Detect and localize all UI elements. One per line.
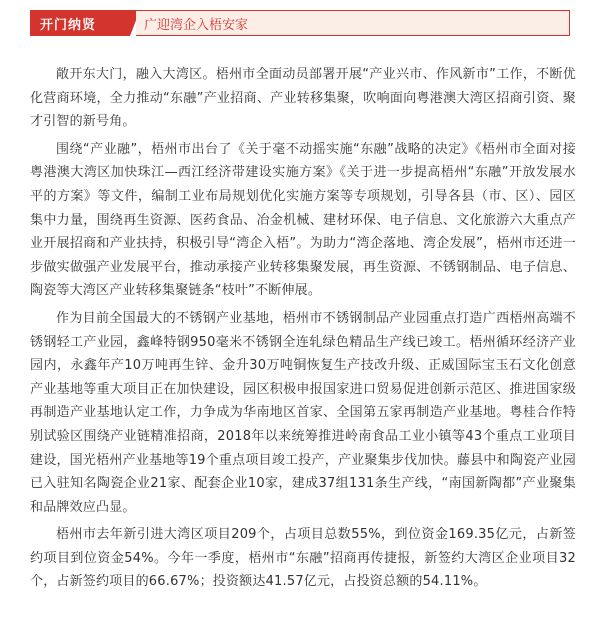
article-paragraph: 围绕“产业融”，梧州市出台了《关于毫不动摇实施“东融”战略的决定》《梧州市全面对接粤港澳大湾区加快珠江—西江经济带建设实施方案》《关于进一步提高梧州“东融”开放发展水平的方案》等文件，编制工业布局规划优化实施方案等专项规划，引导各县（市、区）、园区集中力量，围绕再生资源、医药食品、冶金机械、建材环保、电子信息、文化旅游六大重点产业开展招商和产业扶持，积极引导“湾企入梧”。为助力“湾企落地、湾企发展”，梧州市还进一步做实做强产业发展平台，推动承接产业转移集聚发展，再生资源、不锈钢制品、电子信息、陶瓷等大湾区产业转移集聚链条“枝叶”不断伸展。 [30, 141, 576, 299]
article-paragraph: 作为目前全国最大的不锈钢产业基地，梧州市不锈钢制品产业园重点打造广西梧州高端不锈钢轻工产业园，鑫峰特钢950毫米不锈钢全连轧绿色精品生产线已竣工。梧州循环经济产业园内，永鑫年产10万吨再生锌、金升30万吨铜恢复生产技改升级、正威国际宝玉石文化创意产业基地等重大项目正在加快建设，园区积极申报国家进口贸易促进创新示范区、推进国家级再制造产业基地认定工作，力争成为华南地区首家、全国第五家再制造产业基地。粤桂合作特别试验区围绕产业链精准招商，2018年以来统筹推进岭南食品工业小镇等43个重点工业项目建设，国光梧州产业基地等19个重点项目竣工投产，产业聚集步伐加快。藤县中和陶瓷产业园已入驻知名陶瓷企业21家、配套企业10家，建成37组131条生产线，“南国新陶都”产业聚集和品牌效应凸显。 [30, 310, 576, 515]
section-headline: 广迎湾企入梧安家 [136, 10, 570, 36]
section-tag: 开门纳贤 [30, 10, 130, 36]
section-header [30, 10, 570, 36]
article-body [30, 63, 576, 598]
article-paragraph: 梧州市去年新引进大湾区项目209个，占项目总数55%，到位资金169.35亿元，占新签约项目到位资金54%。今年一季度，梧州市“东融”招商再传捷报，新签约大湾区企业项目32个，占新签约项目的66.67%；投资额达41.57亿元，占投资总额的54.11%。 [30, 527, 576, 590]
article-paragraph: 敞开东大门，融入大湾区。梧州市全面动员部署开展“产业兴市、作风新市”工作，不断优化营商环境，全力推动“东融”产业招商、产业转移集聚，吹响面向粤港澳大湾区招商引资、聚才引智的新号角。 [30, 67, 576, 130]
